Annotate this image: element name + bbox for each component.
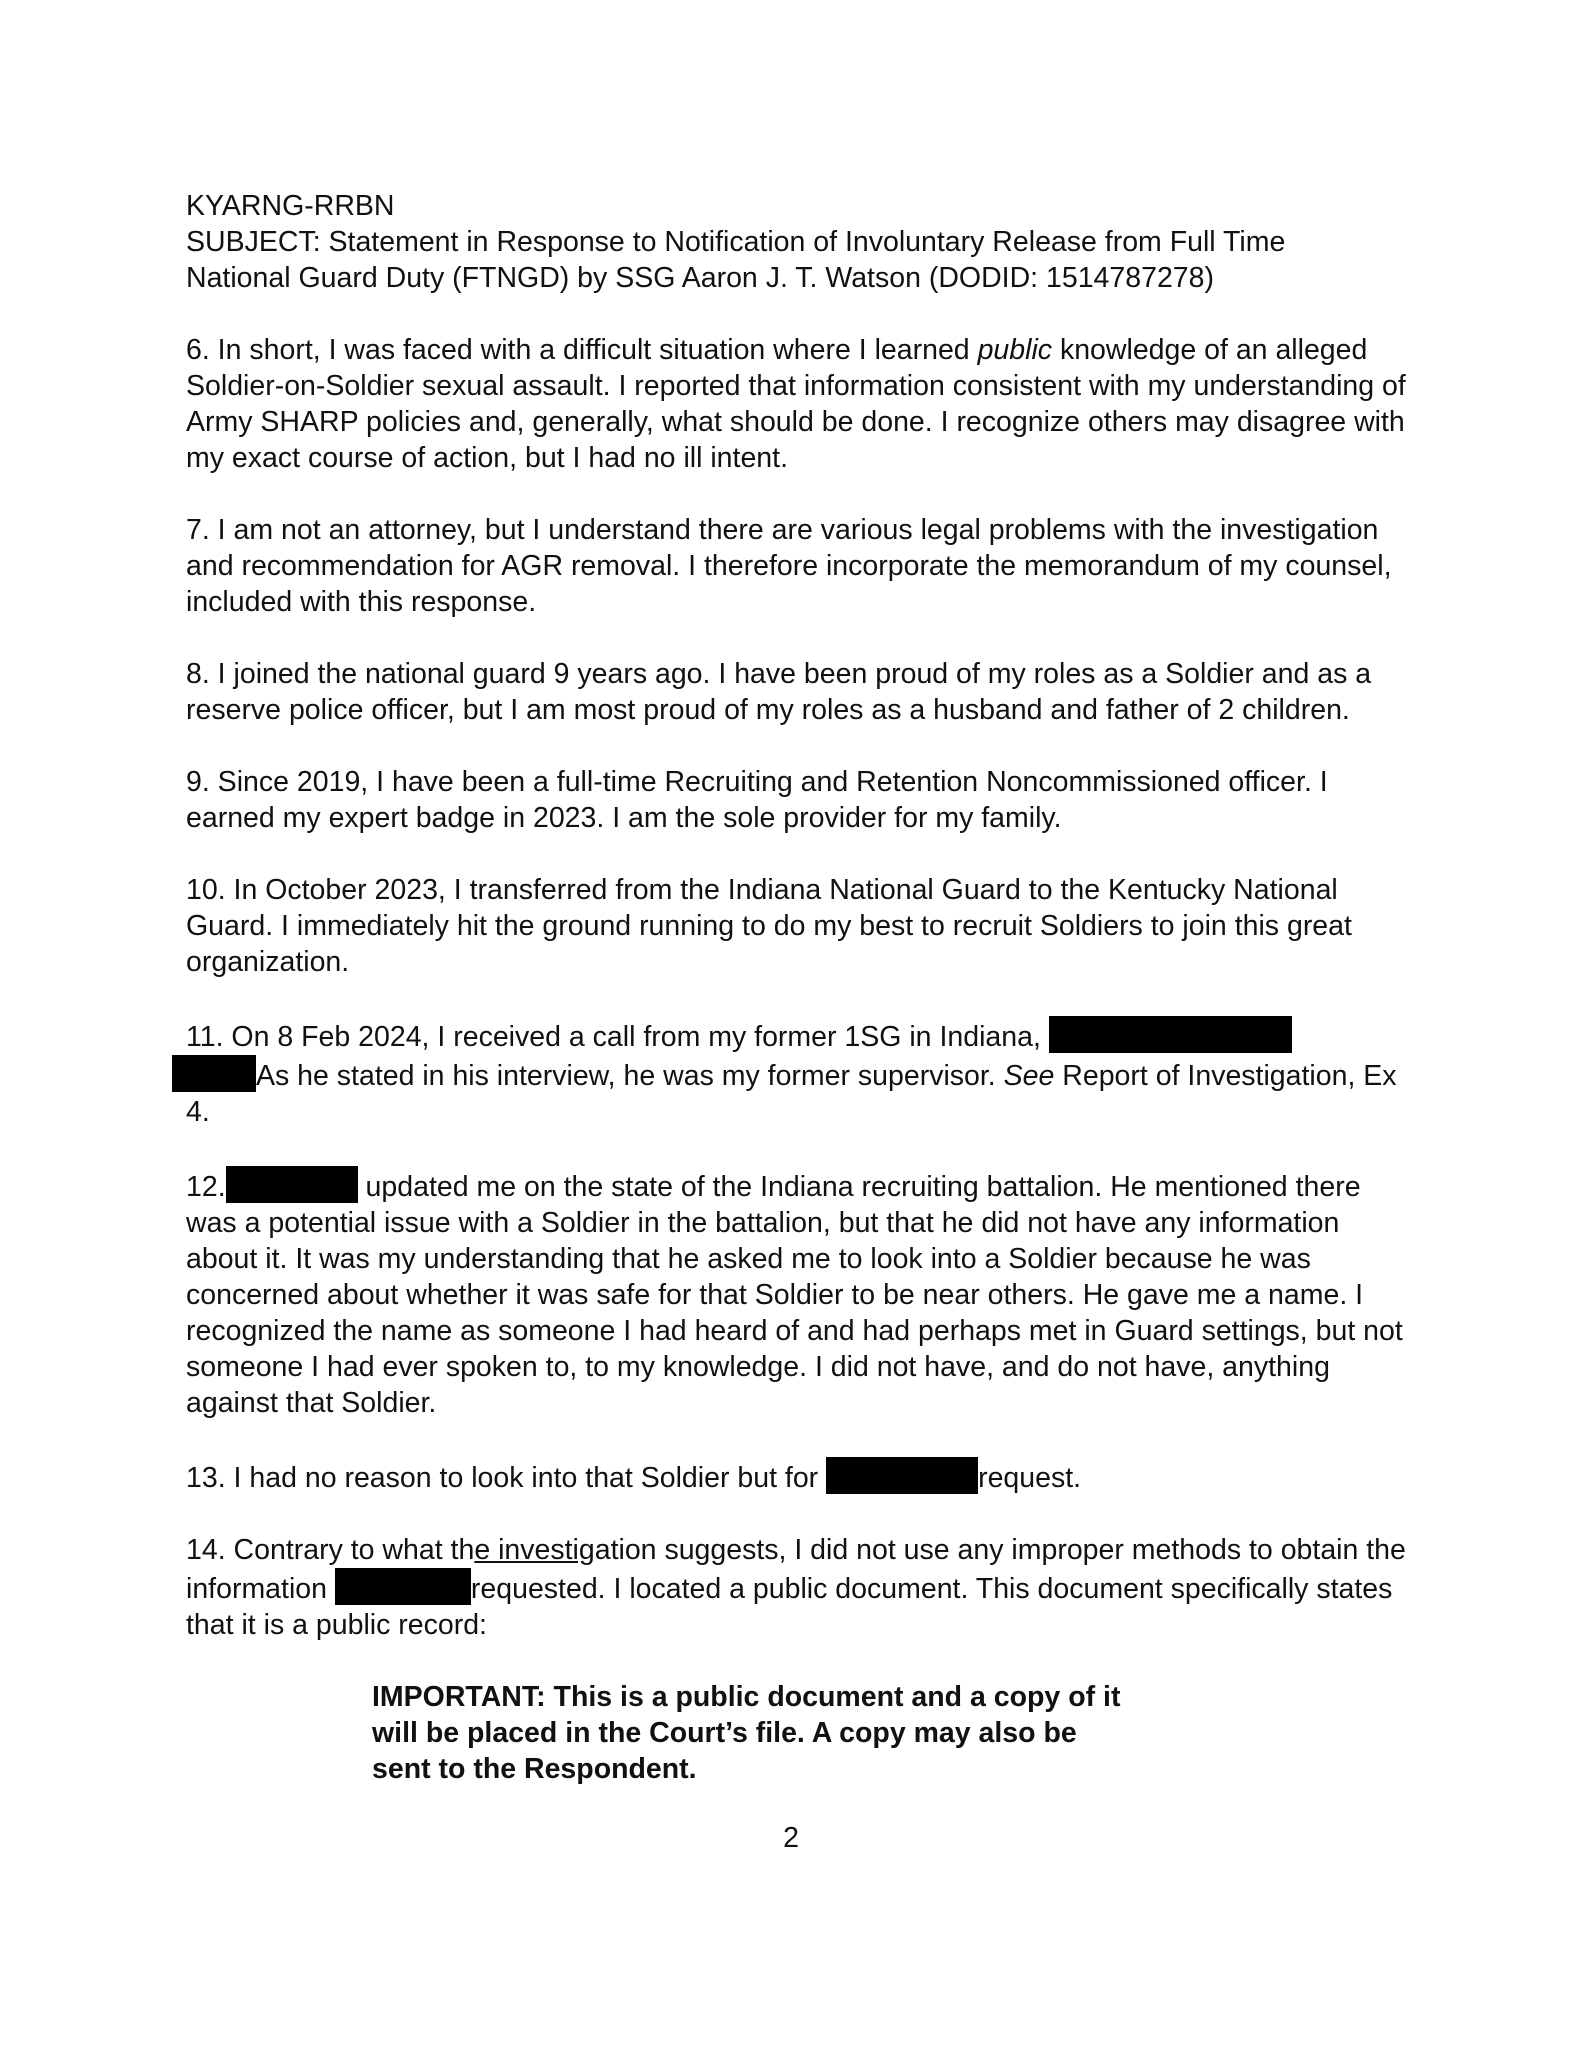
paragraph-6-text-a: 6. In short, I was faced with a difficult situation where I learned xyxy=(186,334,978,366)
paragraph-6-text-b: knowledge of an alleged Soldier-on-Soldier sexual assault. I reported that information consistent with my understanding of Army SHARP policies and, generally, what should be done. I recognize others may disagree with my exact course of action, but I had no ill intent. xyxy=(186,334,1406,474)
paragraph-13 xyxy=(186,1457,1406,1496)
paragraph-12-text-a: 12. xyxy=(186,1171,226,1203)
redaction-box xyxy=(826,1457,978,1494)
page-number: 2 xyxy=(783,1822,799,1854)
paragraph-12-text-b: updated me on the state of the Indiana recruiting battalion. He mentioned there was a potential issue with a Soldier in the battalion, but that he did not have any information about it. It was my understanding that he asked me to look into a Soldier because he was concerned about whether it was safe for that Soldier to be near others. He gave me a name. I recognized the name as someone I had heard of and had perhaps met in Guard settings, but not someone I had ever spoken to, to my knowledge. I did not have, and do not have, anything against that Soldier. xyxy=(186,1171,1403,1419)
paragraph-7: 7. I am not an attorney, but I understand there are various legal problems with the investigation and recommendation for AGR removal. I therefore incorporate the memorandum of my counsel, included with this response. xyxy=(186,514,1392,618)
paragraph-14-text-c: requested. I located a public document. This document specifically states that it is a public record: xyxy=(186,1573,1393,1641)
paragraph-11 xyxy=(186,1016,1406,1130)
paragraph-14-text-b: ation suggests, I did not use any improper methods to obtain the information xyxy=(186,1534,1406,1605)
redaction-box xyxy=(1049,1016,1292,1053)
paragraph-6 xyxy=(186,332,1406,476)
redaction-box xyxy=(226,1166,358,1203)
quote-line-1: IMPORTANT: This is a public document and a copy of it xyxy=(372,1681,1121,1713)
subject-line-1: SUBJECT: Statement in Response to Notification of Involuntary Release from Full Time xyxy=(186,226,1286,258)
paragraph-9: 9. Since 2019, I have been a full-time Recruiting and Retention Noncommissioned officer. I earned my expert badge in 2023. I am the sole provider for my family. xyxy=(186,766,1328,834)
paragraph-13-text-a: 13. I had no reason to look into that Soldier but for xyxy=(186,1462,827,1494)
paragraph-10: 10. In October 2023, I transferred from the Indiana National Guard to the Kentucky National Guard. I immediately hit the ground running to do my best to recruit Soldiers to join this great organization. xyxy=(186,874,1352,978)
paragraph-11-text-c: Report of Investigation, Ex 4. xyxy=(186,1060,1397,1128)
public-record-quote xyxy=(372,1679,1232,1787)
paragraph-11-see: See xyxy=(1003,1060,1055,1092)
subject-line-2: National Guard Duty (FTNGD) by SSG Aaron J. T. Watson (DODID: 1514787278) xyxy=(186,262,1214,294)
paragraph-8: 8. I joined the national guard 9 years ago. I have been proud of my roles as a Soldier and as a reserve police officer, but I am most proud of my roles as a husband and father of 2 children. xyxy=(186,658,1372,726)
paragraph-14-text-a: 14. Contrary to what th xyxy=(186,1534,475,1566)
redaction-box xyxy=(172,1055,256,1092)
paragraph-12 xyxy=(186,1166,1406,1421)
paragraph-11-text-a: 11. On 8 Feb 2024, I received a call from my former 1SG in Indiana, xyxy=(186,1021,1041,1053)
quote-line-3: sent to the Respondent. xyxy=(372,1753,697,1785)
paragraph-6-emphasis: public xyxy=(977,334,1053,366)
paragraph-14-underlined: e investig xyxy=(474,1534,595,1566)
document-body xyxy=(186,188,1406,1823)
memo-header xyxy=(186,188,1406,296)
office-symbol: KYARNG-RRBN xyxy=(186,190,395,222)
paragraph-11-text-b: As he stated in his interview, he was my former supervisor. xyxy=(256,1060,1004,1092)
paragraph-13-text-b: request. xyxy=(978,1462,1082,1494)
redaction-box xyxy=(335,1568,471,1605)
quote-line-2: will be placed in the Court’s file. A copy may also be xyxy=(372,1717,1077,1749)
paragraph-14 xyxy=(186,1532,1406,1643)
